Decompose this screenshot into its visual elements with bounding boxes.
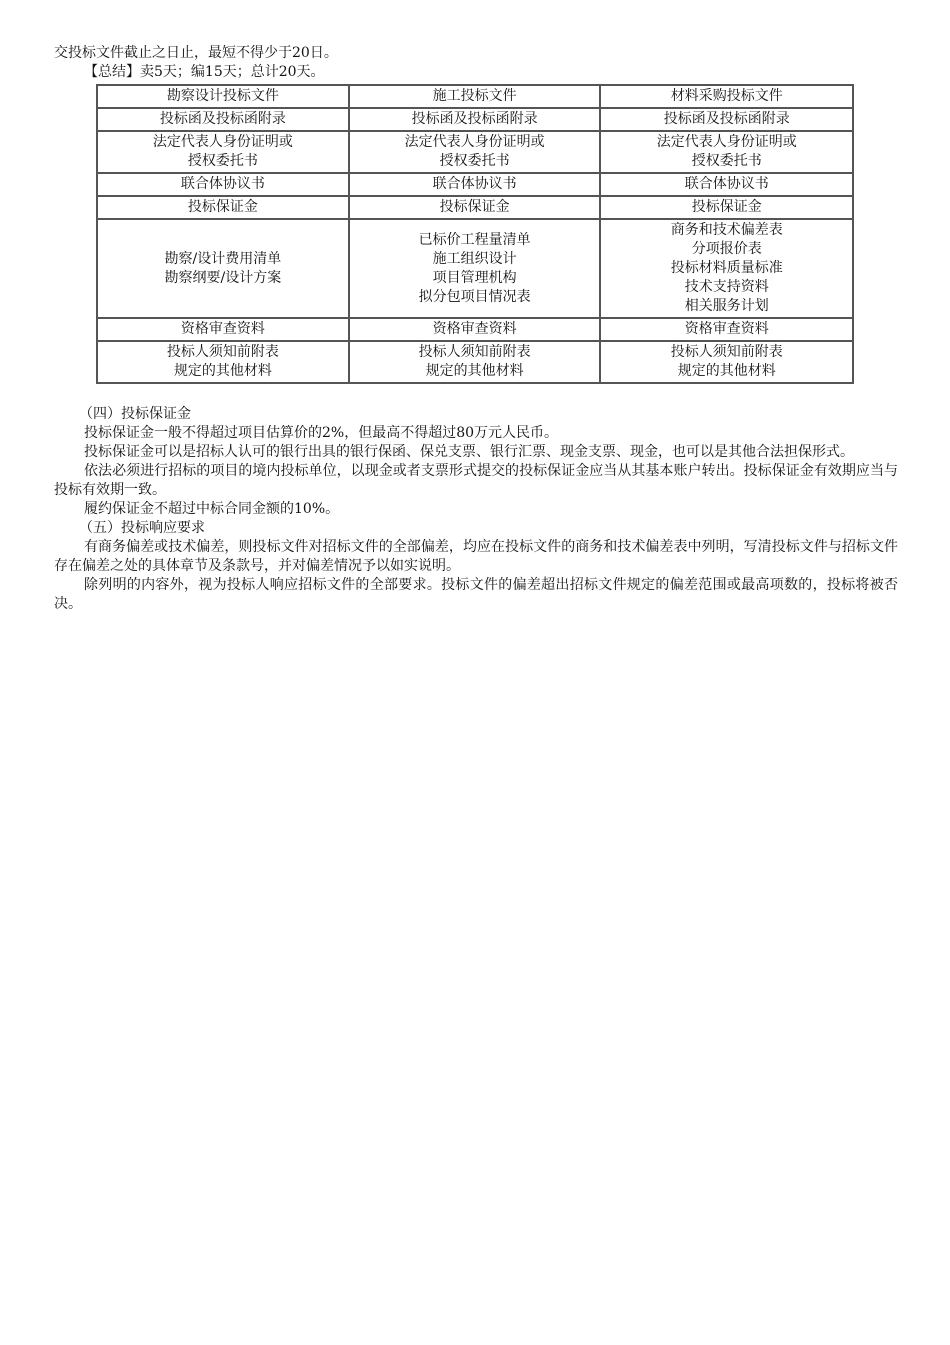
cell-text: 已标价工程量清单: [418, 231, 531, 248]
header-survey-design: 勘察设计投标文件: [97, 85, 349, 108]
table-cell: [349, 341, 601, 383]
table-row: [97, 219, 853, 318]
section-four-paragraph-2: 投标保证金可以是招标人认可的银行出具的银行保函、保兑支票、银行汇票、现金支票、现金，也可以是其他合法担保形式。: [84, 444, 854, 460]
cell-text: 投标函及投标函附录: [411, 111, 538, 127]
cell-text: 资格审查资料: [684, 321, 769, 337]
table-cell: [600, 219, 853, 318]
cell-text: 规定的其他材料: [173, 363, 272, 379]
table-header-row: [97, 85, 853, 108]
cell-text: 投标保证金: [439, 199, 510, 215]
cell-text: 投标人须知前附表: [166, 344, 279, 360]
cell-text: 投标函及投标函附录: [663, 111, 790, 127]
cell-text: 联合体协议书: [180, 176, 265, 192]
section-five-paragraph-1: 有商务偏差或技术偏差，则投标文件对招标文件的全部偏差，均应在投标文件的商务和技术偏差表中列明，写清投标文件与招标文件存在偏差之处的具体章节及条款号，并对偏差情况予以如实说明。: [54, 539, 898, 574]
table-cell: [349, 108, 601, 131]
table-cell: [349, 219, 601, 318]
table-cell: [600, 108, 853, 131]
cell-text: 投标人须知前附表: [670, 344, 783, 360]
table-row: [97, 318, 853, 341]
cell-text: 投标函及投标函附录: [159, 111, 286, 127]
table-row: [97, 196, 853, 219]
cell-text: 施工组织设计: [432, 250, 517, 267]
table-row: [97, 173, 853, 196]
bid-documents-table: [96, 84, 854, 384]
section-four-paragraph-4: 履约保证金不超过中标合同金额的10%。: [84, 501, 340, 517]
cell-text: 分项报价表: [691, 241, 762, 257]
cell-text: 法定代表人身份证明或: [152, 134, 293, 150]
table-row: [97, 108, 853, 131]
cell-text: 授权委托书: [187, 153, 258, 169]
cell-text: 资格审查资料: [432, 321, 517, 337]
table-cell: [600, 318, 853, 341]
table-row: [97, 131, 853, 173]
summary-line: 【总结】卖5天；编15天；总计20天。: [84, 64, 325, 80]
table-cell: [97, 341, 349, 383]
cell-text: 规定的其他材料: [677, 363, 776, 379]
section-four-paragraph-1: 投标保证金一般不得超过项目估算价的2%，但最高不得超过80万元人民币。: [84, 425, 559, 441]
table-cell: [600, 196, 853, 219]
cell-text: 项目管理机构: [432, 269, 517, 286]
table-cell: [97, 108, 349, 131]
cell-text: 联合体协议书: [684, 176, 769, 192]
cell-text: 勘察/设计费用清单: [164, 250, 282, 267]
cell-text: 勘察纲要/设计方案: [164, 269, 282, 286]
document-page: [54, 44, 898, 614]
table-body: [97, 108, 853, 383]
table-cell: [349, 131, 601, 173]
cell-text: 投标人须知前附表: [418, 344, 531, 360]
section-four-title: （四）投标保证金: [79, 406, 191, 422]
table-cell: [97, 318, 349, 341]
cell-text: 投标保证金: [187, 199, 258, 215]
table-cell: [349, 196, 601, 219]
table-cell: [349, 173, 601, 196]
cell-text: 授权委托书: [691, 153, 762, 169]
table-cell: [600, 173, 853, 196]
header-material-procurement: 材料采购投标文件: [600, 85, 853, 108]
cell-text: 联合体协议书: [432, 176, 517, 192]
cell-text: 商务和技术偏差表: [670, 222, 783, 238]
table-cell: [349, 318, 601, 341]
section-four-paragraph-3: 依法必须进行招标的项目的境内投标单位，以现金或者支票形式提交的投标保证金应当从其基本账户转出。投标保证金有效期应当与投标有效期一致。: [54, 463, 898, 498]
section-five-paragraph-2: 除列明的内容外，视为投标人响应招标文件的全部要求。投标文件的偏差超出招标文件规定的偏差范围或最高项数的，投标将被否决。: [54, 577, 898, 612]
cell-text: 拟分包项目情况表: [418, 288, 531, 305]
table-cell: [97, 219, 349, 318]
table-row: [97, 341, 853, 383]
table-cell: [97, 196, 349, 219]
header-construction: 施工投标文件: [349, 85, 601, 108]
intro-line: 交投标文件截止之日止，最短不得少于20日。: [54, 45, 338, 61]
cell-text: 法定代表人身份证明或: [656, 134, 797, 150]
table-cell: [97, 173, 349, 196]
table-cell: [97, 131, 349, 173]
cell-text: 技术支持资料: [684, 279, 769, 295]
cell-text: 投标保证金: [691, 199, 762, 215]
cell-text: 法定代表人身份证明或: [404, 134, 545, 150]
cell-text: 授权委托书: [439, 153, 510, 169]
cell-text: 资格审查资料: [180, 321, 265, 337]
cell-text: 相关服务计划: [684, 298, 769, 314]
section-five-title: （五）投标响应要求: [79, 520, 205, 536]
table-cell: [600, 131, 853, 173]
table-cell: [600, 341, 853, 383]
cell-text: 投标材料质量标准: [670, 260, 783, 276]
cell-text: 规定的其他材料: [425, 363, 524, 379]
